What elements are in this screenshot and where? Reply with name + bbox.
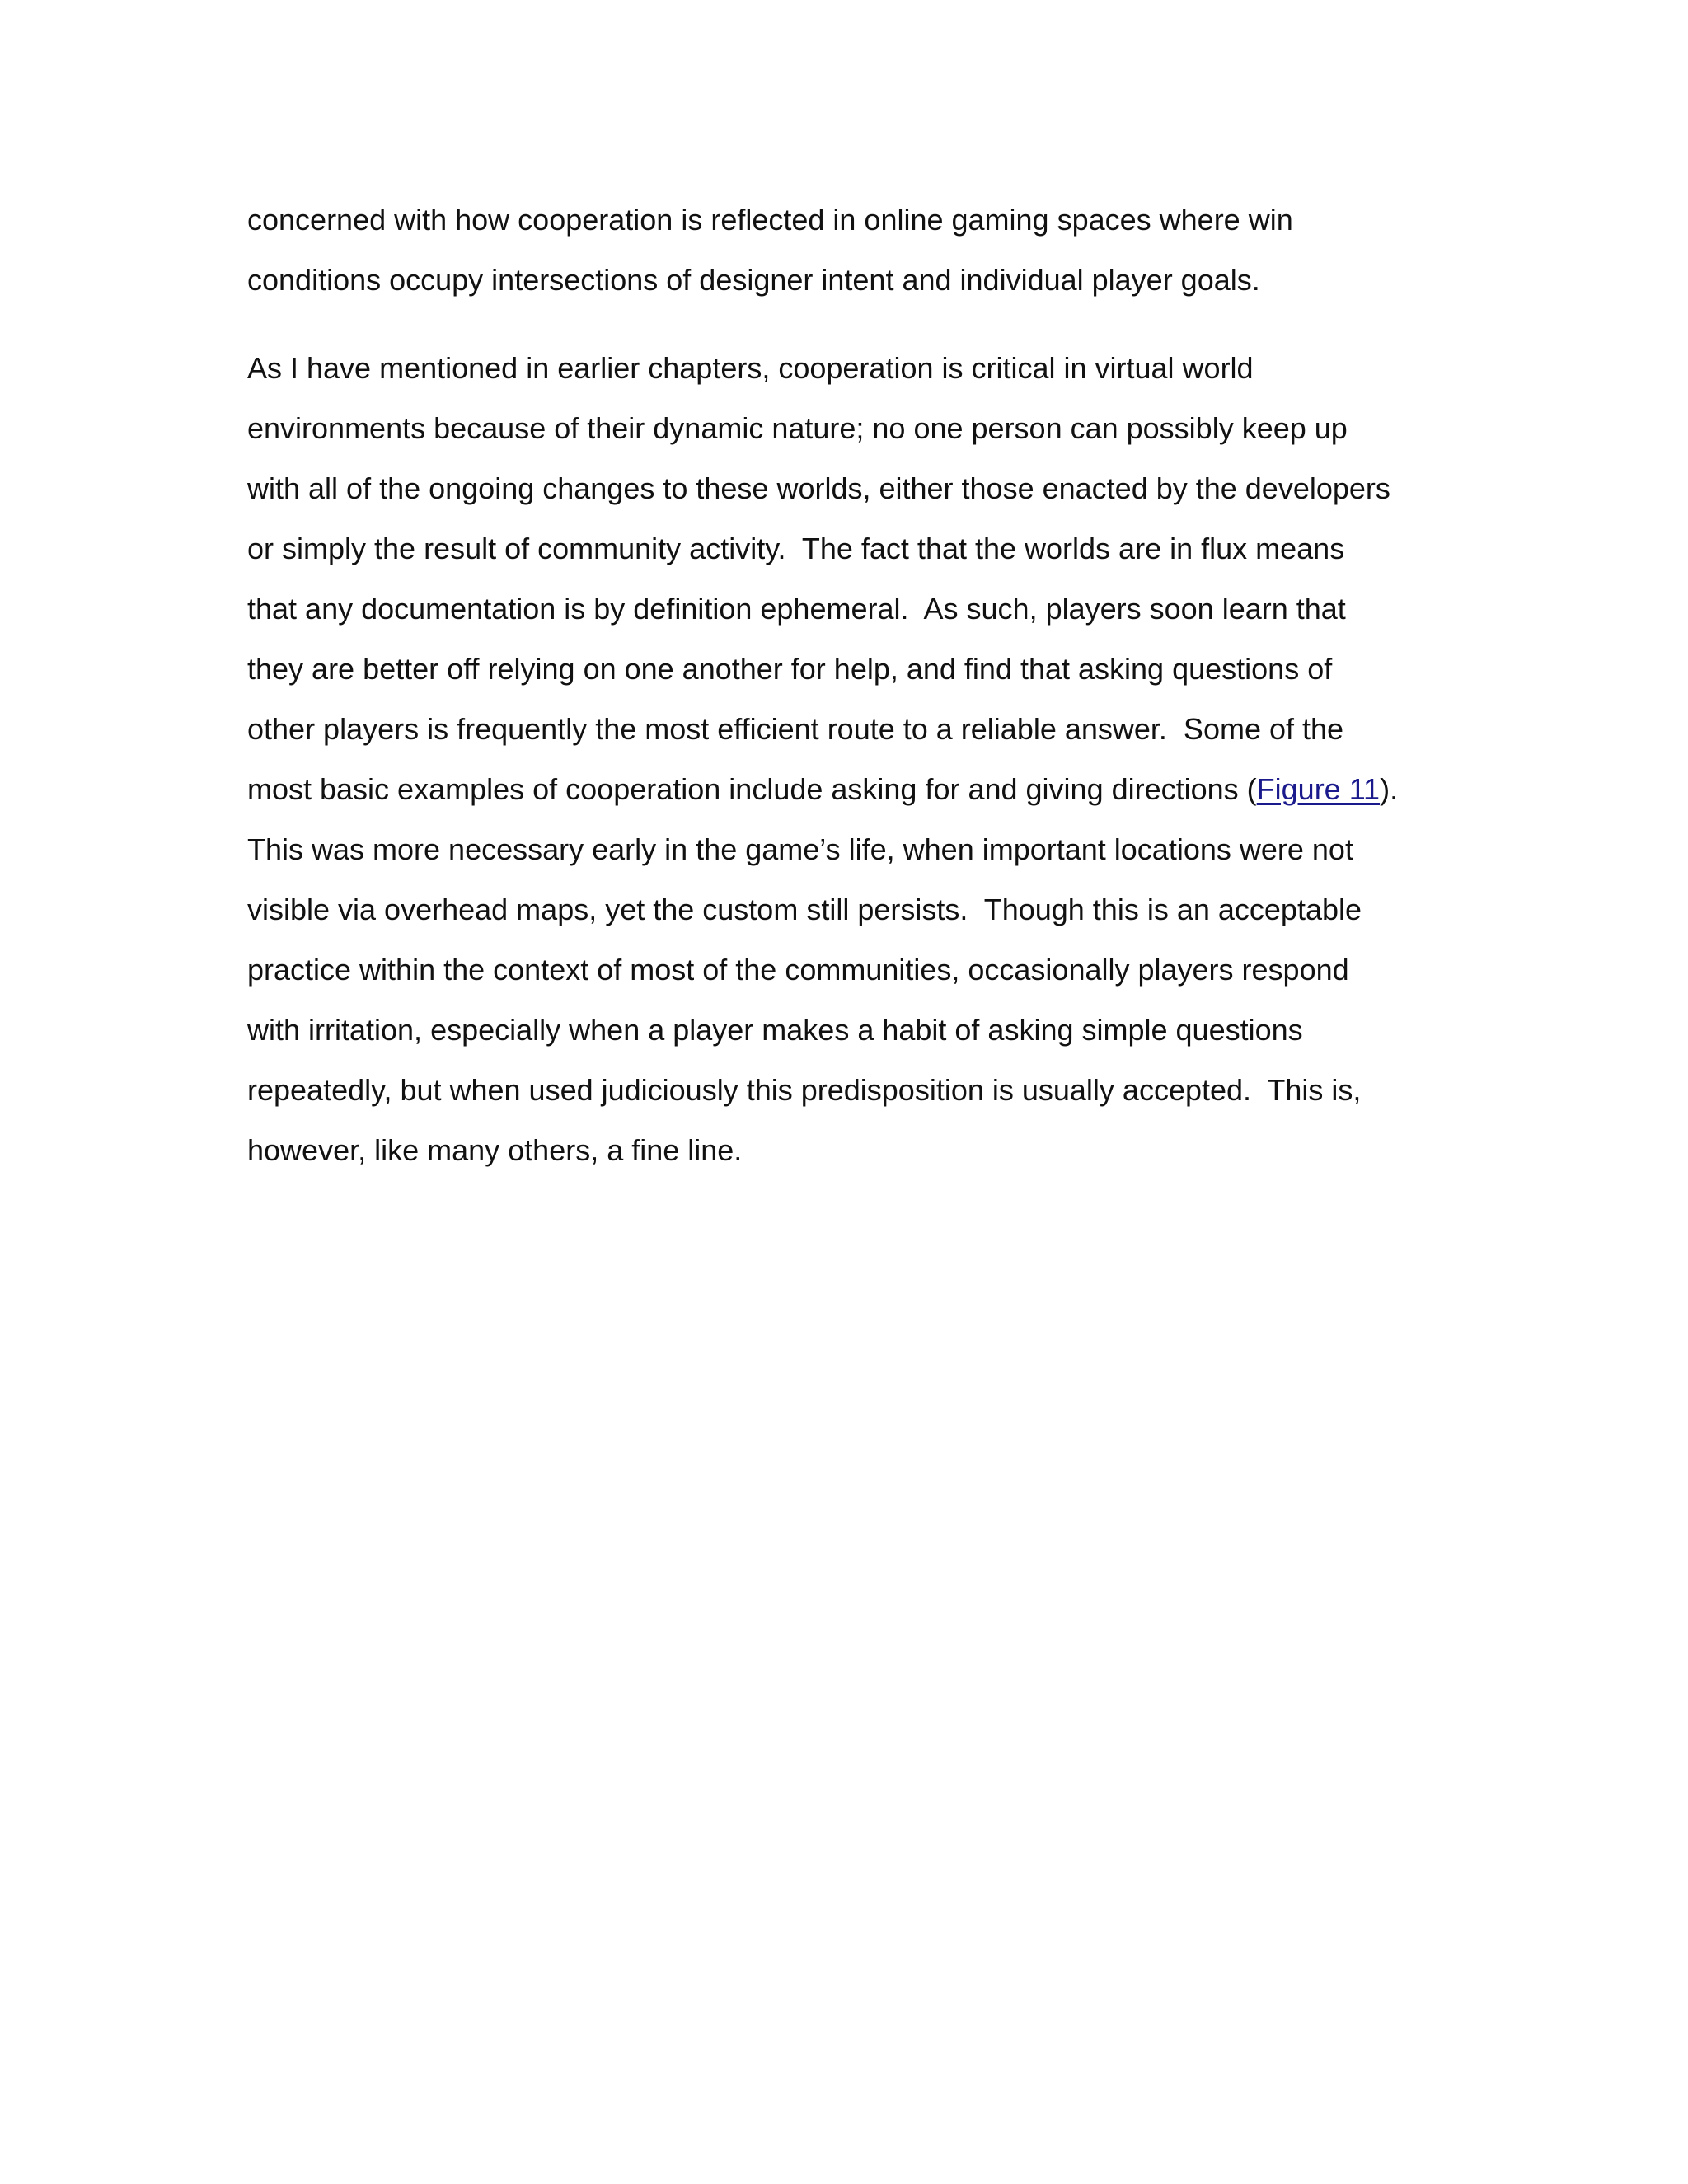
text-line: with irritation, especially when a player makes a habit of asking simple questions: [247, 1013, 1303, 1047]
text-line-with-link: [247, 759, 1451, 819]
paragraph-2: [247, 338, 1451, 1180]
text-line: visible via overhead maps, yet the custom still persists. Though this is an acceptable: [247, 893, 1362, 926]
text-line: that any documentation is by definition ephemeral. As such, players soon learn that: [247, 592, 1346, 626]
text-line: with all of the ongoing changes to these worlds, either those enacted by the developers: [247, 471, 1390, 505]
text-line: they are better off relying on one another for help, and find that asking questions of: [247, 652, 1333, 686]
text-before-link: most basic examples of cooperation include asking for and giving directions (: [247, 772, 1257, 806]
text-line: however, like many others, a fine line.: [247, 1133, 743, 1167]
text-after-link: ).: [1380, 772, 1399, 806]
text-line: conditions occupy intersections of designer intent and individual player goals.: [247, 263, 1260, 297]
text-line: or simply the result of community activity. The fact that the worlds are in flux means: [247, 532, 1345, 565]
text-line: As I have mentioned in earlier chapters, cooperation is critical in virtual world: [247, 351, 1254, 385]
text-line: concerned with how cooperation is reflected in online gaming spaces where win: [247, 203, 1293, 237]
text-line: repeatedly, but when used judiciously this predisposition is usually accepted. This is,: [247, 1073, 1362, 1107]
text-line: practice within the context of most of the communities, occasionally players respond: [247, 953, 1349, 987]
text-line: environments because of their dynamic nature; no one person can possibly keep up: [247, 411, 1348, 445]
paragraph-1: [247, 190, 1451, 310]
figure-11-link[interactable]: Figure 11: [1256, 772, 1381, 806]
text-line: other players is frequently the most efficient route to a reliable answer. Some of the: [247, 712, 1344, 746]
text-line: This was more necessary early in the game’s life, when important locations were not: [247, 832, 1353, 866]
